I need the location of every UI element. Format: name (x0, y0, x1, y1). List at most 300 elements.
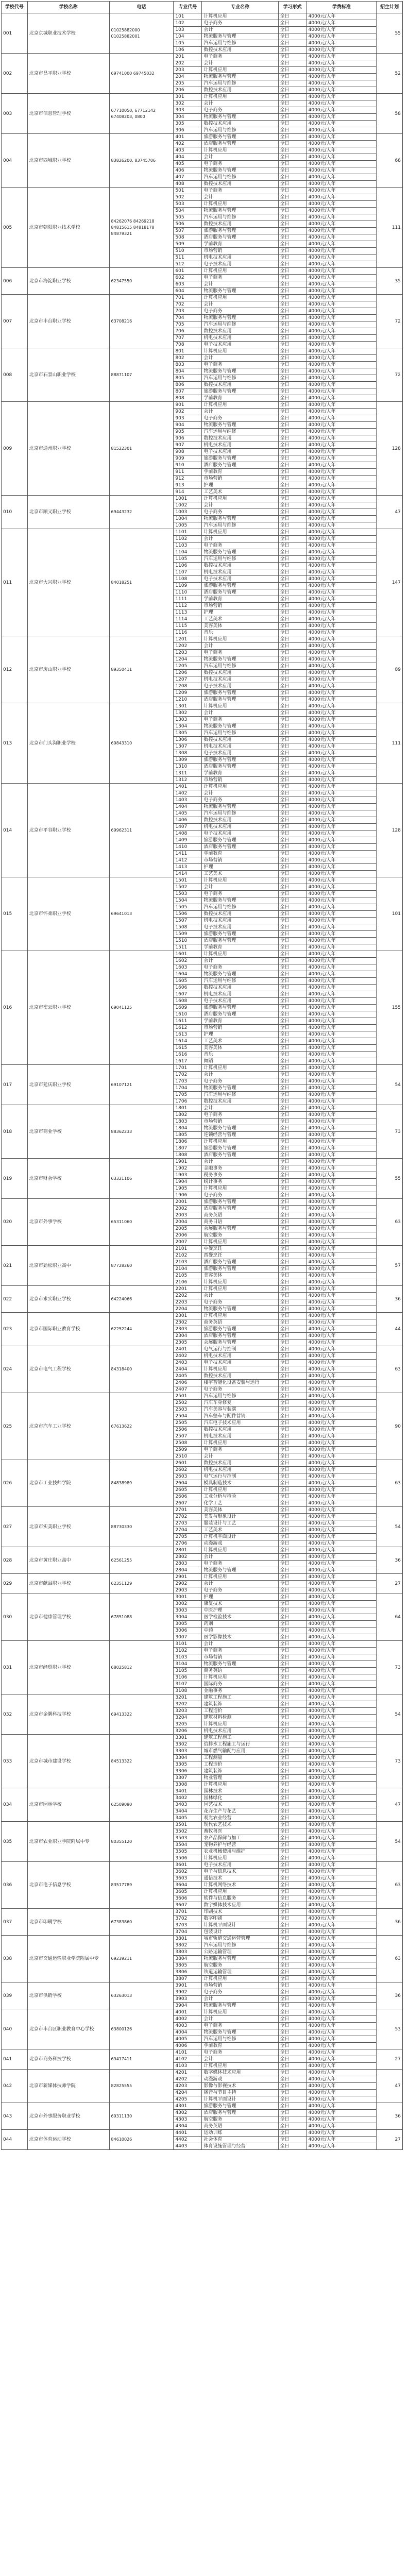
major-code-cell: 1607 (174, 991, 202, 998)
study-mode-cell: 全日 (278, 154, 306, 161)
study-mode-cell: 全日 (278, 54, 306, 60)
major-name-cell: 城市燃气输配与应用 (202, 1748, 278, 1755)
major-code-cell: 301 (174, 94, 202, 100)
tuition-cell: 4000元/人年 (306, 991, 376, 998)
major-code-cell: 2507 (174, 1433, 202, 1440)
tuition-cell: 4000元/人年 (306, 576, 376, 583)
major-code-cell: 2102 (174, 1252, 202, 1259)
tuition-cell: 4000元/人年 (306, 971, 376, 978)
study-mode-cell: 全日 (278, 2036, 306, 2043)
major-name-cell: 电气运行与控制 (202, 1346, 278, 1353)
major-code-cell: 2402 (174, 1353, 202, 1360)
tuition-cell: 4000元/人年 (306, 757, 376, 764)
major-name-cell: 计算机应用 (202, 529, 278, 536)
study-mode-cell: 全日 (278, 529, 306, 536)
tuition-cell: 4000元/人年 (306, 1795, 376, 1802)
major-name-cell: 计算机平面设计 (202, 1534, 278, 1540)
tuition-cell: 4000元/人年 (306, 201, 376, 208)
study-mode-cell: 全日 (278, 315, 306, 321)
study-mode-cell: 全日 (278, 1761, 306, 1768)
tuition-cell: 4000元/人年 (306, 248, 376, 255)
table-row (2, 1346, 403, 1353)
major-name-cell: 数控技术应用 (202, 1427, 278, 1433)
header-major-name: 专业名称 (202, 2, 278, 13)
major-name-cell: 花卉生产与花艺 (202, 1808, 278, 1815)
major-name-cell: 汽车运用与维修 (202, 429, 278, 435)
major-code-cell: 2204 (174, 1306, 202, 1313)
tuition-cell: 4000元/人年 (306, 1949, 376, 1956)
study-mode-cell: 全日 (278, 255, 306, 261)
major-code-cell: 604 (174, 288, 202, 295)
school-name-cell: 北京市国际职业教育学校 (27, 1313, 109, 1346)
major-code-cell: 3401 (174, 1788, 202, 1795)
major-code-cell: 510 (174, 248, 202, 255)
study-mode-cell: 全日 (278, 40, 306, 47)
major-code-cell: 1206 (174, 670, 202, 676)
table-row (2, 268, 403, 275)
major-code-cell: 1102 (174, 536, 202, 543)
table-row (2, 784, 403, 790)
major-code-cell: 2002 (174, 1206, 202, 1212)
study-mode-cell: 全日 (278, 368, 306, 375)
study-mode-cell: 全日 (278, 1145, 306, 1152)
major-code-cell: 802 (174, 355, 202, 362)
study-mode-cell: 全日 (278, 221, 306, 228)
tuition-cell: 4000元/人年 (306, 1058, 376, 1065)
major-name-cell: 城市轨道交通运营管理 (202, 1936, 278, 1942)
study-mode-cell: 全日 (278, 1567, 306, 1574)
study-mode-cell: 全日 (278, 321, 306, 328)
major-name-cell: 机电技术应用 (202, 335, 278, 342)
tuition-cell: 4000元/人年 (306, 2103, 376, 2110)
plan-cell: 55 (377, 13, 403, 54)
tuition-cell: 4000元/人年 (306, 1748, 376, 1755)
tuition-cell: 4000元/人年 (306, 1654, 376, 1661)
major-name-cell: 汽车运用与维修 (202, 730, 278, 737)
major-name-cell: 计算机平面设计 (202, 1922, 278, 1929)
tuition-cell: 4000元/人年 (306, 261, 376, 268)
major-code-cell: 3603 (174, 1875, 202, 1882)
study-mode-cell: 全日 (278, 1822, 306, 1828)
tuition-cell: 4000元/人年 (306, 1085, 376, 1092)
study-mode-cell: 全日 (278, 1601, 306, 1607)
tuition-cell: 4000元/人年 (306, 348, 376, 355)
major-code-cell: 2407 (174, 1386, 202, 1393)
major-name-cell: 包装设计 (202, 1929, 278, 1936)
study-mode-cell: 全日 (278, 1828, 306, 1835)
tuition-cell: 4000元/人年 (306, 1895, 376, 1902)
tuition-cell: 4000元/人年 (306, 938, 376, 944)
tuition-cell: 4000元/人年 (306, 1192, 376, 1199)
tuition-cell: 4000元/人年 (306, 958, 376, 964)
tuition-cell: 4000元/人年 (306, 824, 376, 831)
major-name-cell: 计算机网络技术 (202, 1882, 278, 1889)
major-name-cell: 物流服务与管理 (202, 1567, 278, 1574)
major-name-cell: 计算机应用 (202, 1139, 278, 1145)
major-name-cell: 计算机应用 (202, 1574, 278, 1581)
study-mode-cell: 全日 (278, 2023, 306, 2029)
school-code-cell: 006 (2, 268, 28, 295)
major-name-cell: 电子技术应用 (202, 683, 278, 690)
major-code-cell: 3005 (174, 1621, 202, 1628)
study-mode-cell: 全日 (278, 784, 306, 790)
plan-cell: 64 (377, 1594, 403, 1641)
tuition-cell: 4000元/人年 (306, 502, 376, 509)
major-code-cell: 103 (174, 27, 202, 33)
major-name-cell: 酒店服务与管理 (202, 2110, 278, 2116)
study-mode-cell: 全日 (278, 676, 306, 683)
study-mode-cell: 全日 (278, 1835, 306, 1842)
major-name-cell: 计算机应用 (202, 1889, 278, 1895)
tuition-cell: 4000元/人年 (306, 1386, 376, 1393)
major-code-cell: 3102 (174, 1648, 202, 1654)
study-mode-cell: 全日 (278, 2043, 306, 2049)
major-code-cell: 2404 (174, 1366, 202, 1373)
major-code-cell: 406 (174, 167, 202, 174)
tuition-cell: 4000元/人年 (306, 1005, 376, 1011)
study-mode-cell: 全日 (278, 422, 306, 429)
study-mode-cell: 全日 (278, 1976, 306, 1982)
major-code-cell: 702 (174, 301, 202, 308)
tuition-cell: 4000元/人年 (306, 1299, 376, 1306)
study-mode-cell: 全日 (278, 563, 306, 569)
major-name-cell: 护理 (202, 609, 278, 616)
study-mode-cell: 全日 (278, 1065, 306, 1072)
major-code-cell: 2305 (174, 1340, 202, 1346)
school-code-cell: 023 (2, 1313, 28, 1346)
school-name-cell: 北京市印刷学校 (27, 1909, 109, 1936)
major-name-cell: 会展服务与管理 (202, 1340, 278, 1346)
school-code-cell: 042 (2, 2070, 28, 2103)
major-name-cell: 电子商务 (202, 1648, 278, 1654)
major-name-cell: 电子商务 (202, 1112, 278, 1118)
tuition-cell: 4000元/人年 (306, 723, 376, 730)
study-mode-cell: 全日 (278, 985, 306, 991)
study-mode-cell: 全日 (278, 342, 306, 348)
tuition-cell: 4000元/人年 (306, 2063, 376, 2070)
study-mode-cell: 全日 (278, 442, 306, 449)
phone-cell: 87728260 (109, 1246, 174, 1286)
major-name-cell: 电子商务 (202, 650, 278, 656)
study-mode-cell: 全日 (278, 1132, 306, 1139)
major-name-cell: 数控技术应用 (202, 911, 278, 918)
major-code-cell: 601 (174, 268, 202, 275)
major-name-cell: 数控技术应用 (202, 1460, 278, 1467)
tuition-cell: 4000元/人年 (306, 837, 376, 844)
school-name-cell: 北京市昌平职业学校 (27, 54, 109, 94)
table-row (2, 1594, 403, 1601)
study-mode-cell: 全日 (278, 275, 306, 281)
major-code-cell: 3802 (174, 1942, 202, 1949)
major-code-cell: 105 (174, 40, 202, 47)
tuition-cell: 4000元/人年 (306, 603, 376, 609)
school-code-cell: 004 (2, 134, 28, 188)
major-code-cell: 202 (174, 60, 202, 67)
major-name-cell: 数控技术应用 (202, 382, 278, 388)
major-code-cell: 4402 (174, 2137, 202, 2143)
study-mode-cell: 全日 (278, 1346, 306, 1353)
major-code-cell: 808 (174, 395, 202, 402)
tuition-cell: 4000元/人年 (306, 1494, 376, 1500)
major-code-cell: 1609 (174, 1005, 202, 1011)
phone-cell: 84262076 84269218 84815615 84818178 84879321 (109, 188, 174, 268)
study-mode-cell: 全日 (278, 1949, 306, 1956)
major-name-cell: 计算机应用 (202, 1487, 278, 1494)
tuition-cell: 4000元/人年 (306, 2090, 376, 2096)
major-code-cell: 3007 (174, 1634, 202, 1641)
study-mode-cell: 全日 (278, 1554, 306, 1561)
study-mode-cell: 全日 (278, 1453, 306, 1460)
study-mode-cell: 全日 (278, 1326, 306, 1333)
major-code-cell: 511 (174, 255, 202, 261)
study-mode-cell: 全日 (278, 710, 306, 717)
tuition-cell: 4000元/人年 (306, 1755, 376, 1761)
major-code-cell: 2304 (174, 1333, 202, 1340)
major-name-cell: 酒店服务与管理 (202, 1259, 278, 1266)
study-mode-cell: 全日 (278, 1561, 306, 1567)
study-mode-cell: 全日 (278, 241, 306, 248)
major-code-cell: 1508 (174, 924, 202, 931)
major-name-cell: 宠物养护与经营 (202, 1842, 278, 1849)
study-mode-cell: 全日 (278, 1701, 306, 1708)
study-mode-cell: 全日 (278, 1259, 306, 1266)
plan-cell: 35 (377, 268, 403, 295)
table-body (2, 13, 403, 2150)
study-mode-cell: 全日 (278, 1266, 306, 1273)
tuition-cell: 4000元/人年 (306, 134, 376, 141)
major-name-cell: 会计 (202, 643, 278, 650)
tuition-cell: 4000元/人年 (306, 1232, 376, 1239)
study-mode-cell: 全日 (278, 998, 306, 1005)
major-name-cell: 美容美体 (202, 1273, 278, 1279)
tuition-cell: 4000元/人年 (306, 1614, 376, 1621)
major-name-cell: 数控技术应用 (202, 1098, 278, 1105)
tuition-cell: 4000元/人年 (306, 435, 376, 442)
school-code-cell: 015 (2, 877, 28, 951)
phone-cell: 82825555 (109, 2070, 174, 2103)
study-mode-cell: 全日 (278, 516, 306, 522)
major-code-cell: 1610 (174, 1011, 202, 1018)
major-name-cell: 美容美体 (202, 623, 278, 630)
study-mode-cell: 全日 (278, 556, 306, 563)
major-code-cell: 403 (174, 147, 202, 154)
major-code-cell: 1510 (174, 938, 202, 944)
tuition-cell: 4000元/人年 (306, 924, 376, 931)
major-name-cell: 汽车运用与维修 (202, 522, 278, 529)
major-name-cell: 数控技术应用 (202, 435, 278, 442)
major-code-cell: 1105 (174, 556, 202, 563)
tuition-cell: 4000元/人年 (306, 2137, 376, 2143)
tuition-cell: 4000元/人年 (306, 1962, 376, 1969)
school-name-cell: 北京京城职业技术学校 (27, 13, 109, 54)
major-name-cell: 美容美体 (202, 1507, 278, 1514)
major-code-cell: 3308 (174, 1782, 202, 1788)
major-name-cell: 会计 (202, 60, 278, 67)
major-code-cell: 1401 (174, 784, 202, 790)
tuition-cell: 4000元/人年 (306, 790, 376, 797)
school-name-cell: 北京市健康管理学校 (27, 1594, 109, 1641)
tuition-cell: 4000元/人年 (306, 1989, 376, 1996)
major-code-cell: 3903 (174, 1996, 202, 2003)
tuition-cell: 4000元/人年 (306, 1708, 376, 1715)
tuition-cell: 4000元/人年 (306, 1822, 376, 1828)
major-code-cell: 2303 (174, 1326, 202, 1333)
major-name-cell: 数控技术应用 (202, 985, 278, 991)
major-name-cell: 会计 (202, 1105, 278, 1112)
phone-cell: 69741000 69745032 (109, 54, 174, 94)
major-code-cell: 906 (174, 435, 202, 442)
study-mode-cell: 全日 (278, 1480, 306, 1487)
major-name-cell: 医学影像技术 (202, 1634, 278, 1641)
phone-cell: 01025882000 01025882001 (109, 13, 174, 54)
tuition-cell: 4000元/人年 (306, 904, 376, 911)
major-name-cell: 动漫游戏 (202, 1540, 278, 1547)
study-mode-cell: 全日 (278, 1962, 306, 1969)
school-name-cell: 北京市体育运动学校 (27, 2130, 109, 2150)
study-mode-cell: 全日 (278, 509, 306, 516)
major-name-cell: 市场营销 (202, 248, 278, 255)
major-code-cell: 304 (174, 114, 202, 121)
table-row (2, 54, 403, 60)
study-mode-cell: 全日 (278, 1661, 306, 1668)
major-code-cell: 3307 (174, 1775, 202, 1782)
school-name-cell: 北京市金隅科技学校 (27, 1694, 109, 1735)
school-name-cell: 北京市财会学校 (27, 1159, 109, 1199)
tuition-cell: 4000元/人年 (306, 281, 376, 288)
school-code-cell: 009 (2, 402, 28, 496)
study-mode-cell: 全日 (278, 1105, 306, 1112)
tuition-cell: 4000元/人年 (306, 1741, 376, 1748)
major-code-cell: 505 (174, 214, 202, 221)
study-mode-cell: 全日 (278, 938, 306, 944)
major-name-cell: 航空服务 (202, 1232, 278, 1239)
major-code-cell: 914 (174, 489, 202, 496)
study-mode-cell: 全日 (278, 1755, 306, 1761)
major-code-cell: 1904 (174, 1179, 202, 1185)
major-code-cell: 1306 (174, 737, 202, 743)
major-code-cell: 4006 (174, 2043, 202, 2049)
study-mode-cell: 全日 (278, 1199, 306, 1206)
study-mode-cell: 全日 (278, 127, 306, 134)
study-mode-cell: 全日 (278, 1319, 306, 1326)
phone-cell: 64224066 (109, 1286, 174, 1313)
major-code-cell: 3904 (174, 2003, 202, 2009)
study-mode-cell: 全日 (278, 1232, 306, 1239)
major-code-cell: 1617 (174, 1058, 202, 1065)
tuition-cell: 4000元/人年 (306, 623, 376, 630)
tuition-cell: 4000元/人年 (306, 275, 376, 281)
school-name-cell: 北京市商业学校 (27, 1105, 109, 1159)
major-code-cell: 3101 (174, 1641, 202, 1648)
major-name-cell: 计算机应用 (202, 877, 278, 884)
school-code-cell: 032 (2, 1694, 28, 1735)
tuition-cell: 4000元/人年 (306, 717, 376, 723)
tuition-cell: 4000元/人年 (306, 1909, 376, 1916)
tuition-cell: 4000元/人年 (306, 1507, 376, 1514)
major-code-cell: 1005 (174, 522, 202, 529)
major-name-cell: 学前教育 (202, 395, 278, 402)
major-code-cell: 1103 (174, 543, 202, 549)
major-code-cell: 1205 (174, 663, 202, 670)
tuition-cell: 4000元/人年 (306, 1547, 376, 1554)
major-code-cell: 1411 (174, 851, 202, 857)
major-name-cell: 电气运行与控制 (202, 1473, 278, 1480)
tuition-cell: 4000元/人年 (306, 1587, 376, 1594)
major-name-cell: 物流服务与管理 (202, 804, 278, 810)
major-name-cell: 西餐烹饪 (202, 1252, 278, 1259)
plan-cell: 90 (377, 1393, 403, 1460)
major-name-cell: 电子技术应用 (202, 342, 278, 348)
major-name-cell: 电子商务 (202, 275, 278, 281)
school-code-cell: 002 (2, 54, 28, 94)
tuition-cell: 4000元/人年 (306, 455, 376, 462)
study-mode-cell: 全日 (278, 958, 306, 964)
plan-cell: 147 (377, 529, 403, 636)
tuition-cell: 4000元/人年 (306, 1681, 376, 1688)
major-code-cell: 3202 (174, 1701, 202, 1708)
study-mode-cell: 全日 (278, 234, 306, 241)
major-name-cell: 旅游服务与管理 (202, 228, 278, 234)
major-name-cell: 物流服务与管理 (202, 516, 278, 522)
major-name-cell: 电子商务 (202, 308, 278, 315)
tuition-cell: 4000元/人年 (306, 643, 376, 650)
major-name-cell: 数控技术应用 (202, 737, 278, 743)
phone-cell: 62351129 (109, 1574, 174, 1594)
major-name-cell: 会展服务与管理 (202, 1226, 278, 1232)
major-code-cell: 2901 (174, 1574, 202, 1581)
study-mode-cell: 全日 (278, 1929, 306, 1936)
study-mode-cell: 全日 (278, 1333, 306, 1340)
tuition-cell: 4000元/人年 (306, 2009, 376, 2016)
major-code-cell: 3801 (174, 1936, 202, 1942)
tuition-cell: 4000元/人年 (306, 857, 376, 864)
study-mode-cell: 全日 (278, 1299, 306, 1306)
major-name-cell: 计算机应用 (202, 1721, 278, 1728)
tuition-cell: 4000元/人年 (306, 1735, 376, 1741)
school-code-cell: 016 (2, 951, 28, 1065)
study-mode-cell: 全日 (278, 1916, 306, 1922)
major-code-cell: 1605 (174, 978, 202, 985)
study-mode-cell: 全日 (278, 167, 306, 174)
major-name-cell: 电子商务 (202, 797, 278, 804)
major-code-cell: 3506 (174, 1855, 202, 1862)
plan-cell: 36 (377, 1982, 403, 2009)
phone-cell: 83517789 (109, 1862, 174, 1909)
study-mode-cell: 全日 (278, 1668, 306, 1674)
school-name-cell: 北京市劲松职业高中 (27, 1246, 109, 1286)
tuition-cell: 4000元/人年 (306, 2003, 376, 2009)
major-name-cell: 机电技术应用 (202, 442, 278, 449)
major-name-cell: 音乐 (202, 630, 278, 636)
tuition-cell: 4000元/人年 (306, 1621, 376, 1628)
school-name-cell: 北京市信息管理学校 (27, 94, 109, 134)
major-name-cell: 旅游服务与管理 (202, 134, 278, 141)
major-name-cell: 物流服务与管理 (202, 549, 278, 556)
major-name-cell: 机电技术应用 (202, 1467, 278, 1473)
tuition-cell: 4000元/人年 (306, 1869, 376, 1875)
major-name-cell: 计算机应用 (202, 2063, 278, 2070)
study-mode-cell: 全日 (278, 2110, 306, 2116)
major-name-cell: 运动训练 (202, 2130, 278, 2137)
major-code-cell: 1113 (174, 609, 202, 616)
study-mode-cell: 全日 (278, 1654, 306, 1661)
major-code-cell: 3002 (174, 1601, 202, 1607)
major-name-cell: 国际商务 (202, 1681, 278, 1688)
table-row (2, 295, 403, 301)
study-mode-cell: 全日 (278, 268, 306, 275)
major-code-cell: 3604 (174, 1882, 202, 1889)
major-name-cell: 会计 (202, 355, 278, 362)
